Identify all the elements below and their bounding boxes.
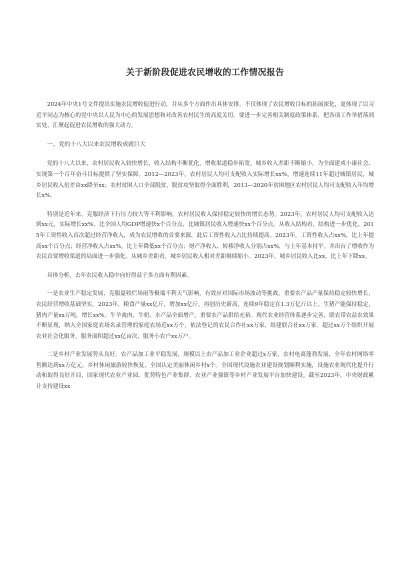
body-paragraph: 具体分析，去年农民收入稳中向好得益于多方面有利因素。: [47, 272, 193, 279]
body-paragraph: 一是农业生产稳定发展，克服夏收烂场雨等极端不利天气影响，有效应对国际市场波动等挑战，重要农产品产量保持稳定较快增长，农民经营增收基础坚实。2023年，粮食产量xx亿斤，增加xx亿斤，再创历史新高，连续9年稳定在1.3万亿斤以上。生猪产能保持稳定，猪肉产量xx万吨，增长xx%。牛羊禽肉、牛奶、水产品全面增产，重要农产品供给充裕。现代农业经营体系逐步完善，联农带农益农效果不断显现，纳入全国家庭农场名录管理的家庭农场近xx万个，依法登记的农民合作社xx万家，组建联合社xx万家。超过xx万个组织开展农业社会化服务，服务面积超过xx亿亩次，服务小农户xx万户。: [36, 291, 374, 340]
body-paragraph: 二是乡村产业发展势头良好。农产品加工业平稳发展，规模以上农产品加工业企业超过x万家，农村电商蓬勃发展，全年农村网络零售额达到xx万亿元。乡村休闲旅游较快恢复，全国认定美丽休闲乡村x个。全国现代设施农业建设规划顺利实施，设施农业现代化提升行动和取得良好开局，国家现代农业产业园、优势特色产业集群、农业产业强镇等乡村产业发展平台加快建设。截至2023年，中央财政累计支持建设xx: [36, 352, 374, 391]
document-title: 关于新阶段促进农民增收的工作情况报告: [125, 68, 285, 78]
body-paragraph: 特别是近年来，克服经济下行压力较大等不利影响，农村居民收入保持稳定较快的增长态势。2023年，农村居民人均可支配收入达到xx元，实际增长xx%，比全国人均GDP增速快x个百分点，比城镇居民收入增速快xx个百分点。从收入结构看，结构进一步优化。2015年工资性收入首次超过经营净收入，成为农民增收的首要来源，此后工资性收入占比持续提高。2023年，工资性收入占xx%，比上年提高xx个百分点；经营净收入占xx%，比上年降低xx个百分点；财产净收入、转移净收入分别占xx%，与上年基本持平。并出台了增收作为农民首要增收渠道的局面进一步强化。从城乡差距看，城乡居民收入相对差距继续缩小。2023年，城乡居民收入比xx，比上年下降xx。: [36, 211, 374, 261]
section-heading: 一、党的十八大以来农民增收成就巨大: [47, 141, 146, 148]
body-paragraph: 党的十八大以来，农村居民收入较快增长，收入结构不断优化，增收渠道稳步拓宽，城乡收入差距不断缩小，为全面建成小康社会、实现第一个百年奋斗目标提供了坚实保障。2012—2023年，农村居民人均可支配收入实际增长xx%，增速连续11年超过城镇居民，城乡居民收入倍差由xx降至xx；农村贫困人口全部脱贫，脱贫攻坚取得全面胜利，2013—2020年贫困地区农村居民人均可支配收入年均增长x%。: [36, 161, 374, 200]
intro-paragraph: 2024年中央1号文件提出实施农民增收促进行动，并从多个方面作出具体安排，不仅体现了农民增收目标的拓展深化，更体现了以习近平同志为核心的党中央以人民为中心的发展思想和对改善农村民生的高度关切。要进一步完善相关制度政策体系，把各项工作举措落到实处，汇聚起促进农民增收的强大动力。: [36, 102, 374, 130]
